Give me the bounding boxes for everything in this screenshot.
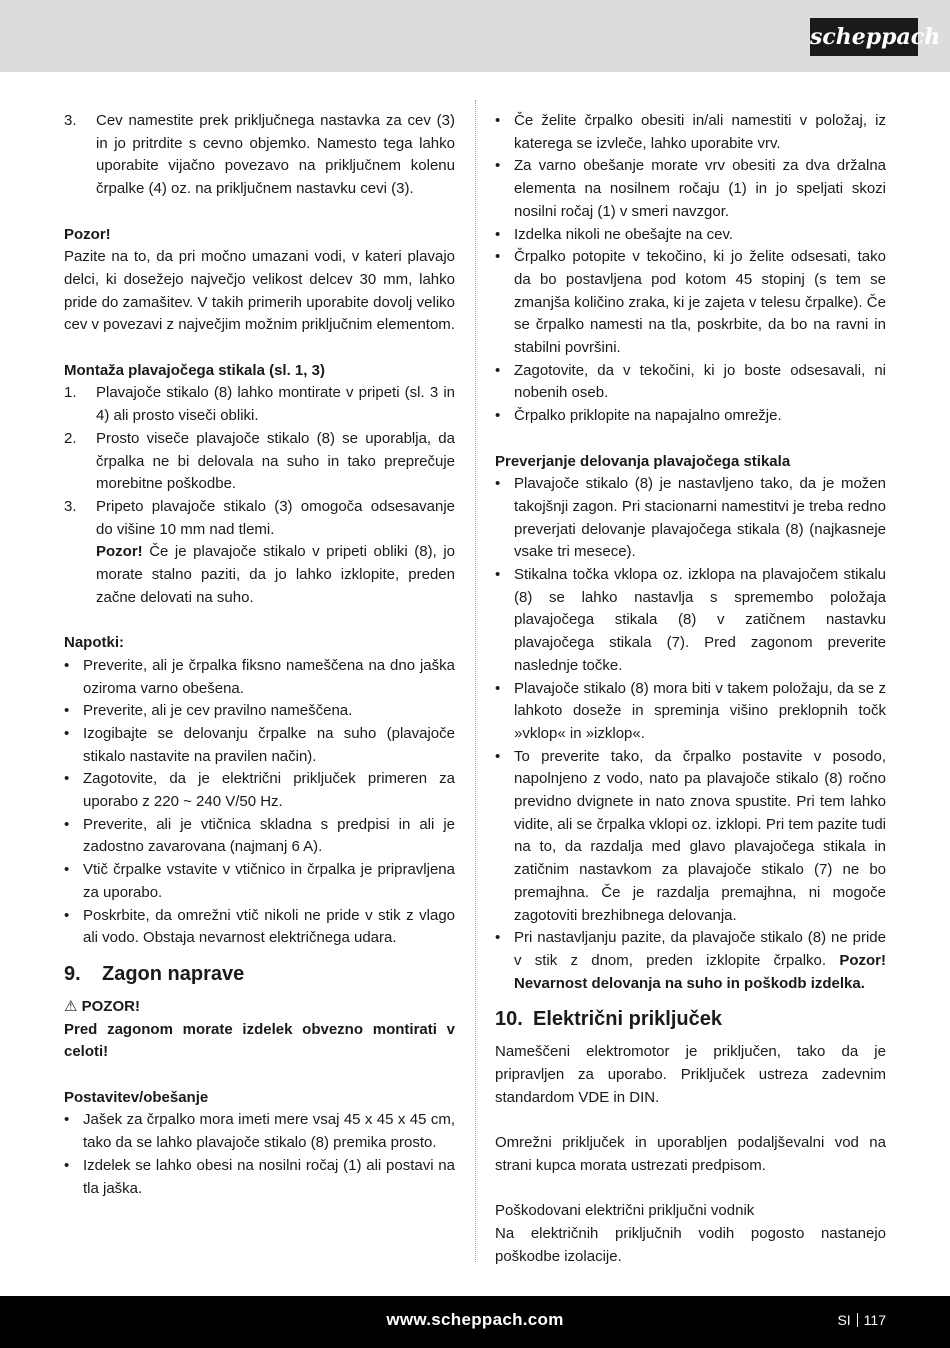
item-text: Pripeto plavajoče stikalo (3) omogoča odsesavanje do višine 10 mm nad tlemi. (96, 497, 455, 538)
list-item: • Črpalko priklopite na napajalno omrežje. (495, 405, 886, 428)
item-text: Izdelka nikoli ne obešajte na cev. (514, 225, 734, 243)
item-text: Jašek za črpalko mora imeti mere vsaj 45 x 45 x 45 cm, tako da se lahko plavajoče stikalo (8) premika prosto. (83, 1111, 455, 1152)
item-text: Če želite črpalko obesiti in/ali namestiti v položaj, iz katerega se izvleče, lahko uporabite vrv. (514, 112, 886, 152)
list-item: • Zagotovite, da v tekočini, ki jo boste odsesavali, ni nobenih oseb. (495, 360, 886, 405)
list-item: • Če želite črpalko obesiti in/ali namestiti v položaj, iz katerega se izvleče, lahko uporabite vrv. (495, 110, 886, 155)
list-item (64, 428, 455, 496)
item-warning (96, 541, 455, 609)
pozor-text: Pazite na to, da pri močno umazani vodi, v kateri plavajo delci, ki dosežejo največjo velikost delcev 30 mm, lahko pride do zamašitev. V takih primerih uporabite dovolj veliko cev v povezavi z največjim možnim priključnim elementom. (64, 248, 455, 334)
list-item: • Poskrbite, da omrežni vtič nikoli ne pride v stik z vlago ali vodo. Obstaja nevarnost električnega udara. (64, 905, 455, 950)
list-item: • Plavajoče stikalo (8) mora biti v takem položaju, da se z lahkoto doseže in spreminja višino preklopnih točk »vklop« in »izklop«. (495, 678, 886, 746)
list-item: • Preverite, ali je cev pravilno nameščena. (64, 700, 455, 723)
list-item (64, 496, 455, 610)
section-9-heading: 9. Zagon naprave (64, 962, 245, 985)
item-number: 1. (64, 384, 77, 402)
item-text: Črpalko potopite v tekočino, ki jo želite odsesati, tako da bo postavljena pod kotom 45 stopinj (s tem se zmanjša količino zraka, ki je zajeta v telesu črpalke). Če se črpalko namesti na tla, poskrbite, da bo na ravni in stabilni površini. (514, 248, 886, 357)
paragraph: Omrežni priključek in uporabljen podaljševalni vod na strani kupca morata ustrezati predpisom. (495, 1134, 886, 1174)
item-number: 3. (64, 112, 77, 129)
page-number: SI 117 (837, 1312, 886, 1328)
item-text: Izdelek se lahko obesi na nosilni ročaj (1) ali postavi na tla jaška. (83, 1156, 455, 1197)
list-item: • Za varno obešanje morate vrv obesiti za dva držalna elementa na nosilnem ročaju (1) in jo speljati skozi nosilni ročaj (1) v smeri navzgor. (495, 155, 886, 223)
pozor-label: Pozor! (64, 225, 111, 243)
item-text: Prosto viseče plavajoče stikalo (8) se uporablja, da črpalka ne bi delovala na suho in tako preprečuje morebitne poškodbe. (96, 429, 455, 493)
item-text: Zagotovite, da je električni priključek primeren za uporabo z 220 ~ 240 V/50 Hz. (83, 770, 455, 811)
item-number: 2. (64, 429, 77, 447)
list-item (64, 110, 455, 201)
item-text: Za varno obešanje morate vrv obesiti za dva držalna elementa na nosilnem ročaju (1) in jo speljati skozi nosilni ročaj (1) v smeri navzgor. (514, 157, 886, 220)
list-item: • Preverite, ali je črpalka fiksno nameščena na dno jaška oziroma varno obešena. (64, 655, 455, 700)
list-item: • Preverite, ali je vtičnica skladna s predpisi in ali je zadostno zavarovana (najmanj 6 A). (64, 814, 455, 859)
paragraph-title: Poškodovani električni priključni vodnik (495, 1202, 755, 1220)
item-text: Pri nastavljanju pazite, da plavajoče stikalo (8) ne pride v stik z dnom, preden izklopite črpalko. Pozor! Nevarnost delovanja na suho in poškodb izdelka. (514, 929, 886, 992)
item-text: Vtič črpalke vstavite v vtičnico in črpalka je pripravljena za uporabo. (83, 861, 455, 901)
warning-heading: ⚠ POZOR! (64, 997, 140, 1015)
footer-bar (0, 1296, 950, 1348)
item-text: Plavajoče stikalo (8) je nastavljeno tako, da je možen takojšnji zagon. Pri stacionarni namestitvi je treba redno preverjati delovanje plavajočega stikala (8) (najkasneje vsake tri mesece). (514, 475, 886, 561)
list-item: • Črpalko potopite v tekočino, ki jo želite odsesati, tako da bo postavljena pod kotom 45 stopinj (s tem se zmanjša količino zraka, ki je zajeta v telesu črpalke). Če se črpalko namesti na tla, poskrbite, da bo na ravni in stabilni površini. (495, 246, 886, 360)
item-text: To preverite tako, da črpalko postavite v posodo, napolnjeno z vodo, nato pa plavajoče stikalo (8) ročno previdno dvignete in nato znova spustite. Pri tem lahko vidite, ali se črpalka vklopi oz. izklopi. Pri tem pazite tudi na to, da razdalja med glavo plavajočega stikala in zatičnim nastavkom za plavajoče stikalo (7) ne bo premajhna. Če je razdalja premajhna, ni mogoče zagotoviti brezhibnega delovanja. (514, 747, 886, 924)
item-text: Stikalna točka vklopa oz. izklopa na plavajočem stikalu (8) se lahko nastavlja s spremembo položaja plavajočega stikala (8) v zatičnem nastavku plavajočega stikala (7). Pred zagonom preverite naslednje točke. (514, 566, 886, 674)
montaza-heading: Montaža plavajočega stikala (sl. 1, 3) (64, 361, 325, 379)
scheppach-logo: scheppach (810, 18, 918, 56)
list-item: • Plavajoče stikalo (8) je nastavljeno tako, da je možen takojšnji zagon. Pri stacionarni namestitvi je treba redno preverjati delovanje plavajočega stikala (8) (najkasneje vsake tri mesece). (495, 473, 886, 564)
list-item: • Jašek za črpalko mora imeti mere vsaj 45 x 45 x 45 cm, tako da se lahko plavajoče stikalo (8) premika prosto. (64, 1109, 455, 1154)
pozor-text: Če je plavajoče stikalo v pripeti obliki (8), jo morate stalno paziti, da jo lahko izklopite, preden začne delovati na suho. (96, 543, 455, 606)
left-column (64, 110, 455, 1200)
item-number: 3. (64, 497, 77, 515)
right-column (495, 110, 886, 1268)
item-text: Preverite, ali je črpalka fiksno nameščena na dno jaška oziroma varno obešena. (83, 656, 455, 697)
warning-text: Pred zagonom morate izdelek obvezno montirati v celoti! (64, 1020, 455, 1061)
item-text: Izogibajte se delovanju črpalke na suho (plavajoče stikalo nastavite na pravilen način). (83, 724, 455, 765)
preverjanje-heading: Preverjanje delovanja plavajočega stikala (495, 452, 791, 470)
column-divider (475, 100, 476, 1262)
list-item: • To preverite tako, da črpalko postavite v posodo, napolnjeno z vodo, nato pa plavajoče stikalo (8) ročno previdno dvignete in nato znova spustite. Pri tem lahko vidite, ali se črpalka vklopi oz. izklopi. Pri tem pazite tudi na to, da razdalja med glavo plavajočega stikala in zatičnim nastavkom za plavajoče stikalo (7) ne bo premajhna. Če je razdalja premajhna, ni mogoče zagotoviti brezhibnega delovanja. (495, 746, 886, 928)
list-item: • Izogibajte se delovanju črpalke na suho (plavajoče stikalo nastavite na pravilen način). (64, 723, 455, 768)
website-link[interactable]: www.scheppach.com (386, 1310, 564, 1329)
list-item (64, 382, 455, 427)
item-text: Preverite, ali je cev pravilno nameščena. (83, 702, 353, 720)
list-item: • Zagotovite, da je električni priključek primeren za uporabo z 220 ~ 240 V/50 Hz. (64, 768, 455, 813)
item-text: Preverite, ali je vtičnica skladna s predpisi in ali je zadostno zavarovana (najmanj 6 A). (83, 815, 455, 856)
list-item: • Stikalna točka vklopa oz. izklopa na plavajočem stikalu (8) se lahko nastavlja s spremembo položaja plavajočega stikala (8) v zatičnem nastavku plavajočega stikala (7). Pred zagonom preverite naslednje točke. (495, 564, 886, 678)
item-text: Zagotovite, da v tekočini, ki jo boste odsesavali, ni nobenih oseb. (514, 361, 886, 402)
list-item: • Pri nastavljanju pazite, da plavajoče stikalo (8) ne pride v stik z dnom, preden izklopite črpalko. Pozor! Nevarnost delovanja na suho in poškodb izdelka. (495, 927, 886, 995)
list-item: • Vtič črpalke vstavite v vtičnico in črpalka je pripravljena za uporabo. (64, 859, 455, 904)
pozor-label: Pozor! (96, 543, 143, 561)
paragraph: Nameščeni elektromotor je priključen, tako da je pripravljen za uporabo. Priključek ustreza zadevnim standardom VDE in DIN. (495, 1043, 886, 1106)
header-bar (0, 0, 950, 72)
napotki-heading: Napotki: (64, 634, 124, 652)
warning-triangle-icon: ⚠ (64, 997, 78, 1015)
item-text: Črpalko priklopite na napajalno omrežje. (514, 407, 782, 425)
list-item: • Izdelek se lahko obesi na nosilni ročaj (1) ali postavi na tla jaška. (64, 1155, 455, 1200)
item-text: Cev namestite prek priključnega nastavka za cev (3) in jo pritrdite s cevno objemko. Namesto tega lahko uporabite vijačno povezavo na priključnem kolenu črpalke (4) oz. na priključnem nastavku cevi (3). (96, 112, 455, 198)
item-text: Poskrbite, da omrežni vtič nikoli ne pride v stik z vlago ali vodo. Obstaja nevarnost električnega udara. (83, 906, 455, 947)
item-text: Plavajoče stikalo (8) mora biti v takem položaju, da se z lahkoto doseže in spreminja višino preklopnih točk »vklop« in »izklop«. (514, 679, 886, 742)
list-item: • Izdelka nikoli ne obešajte na cev. (495, 224, 886, 247)
section-10-heading: 10. Električni priključek (495, 1008, 722, 1031)
item-text: Plavajoče stikalo (8) lahko montirate v pripeti (sl. 3 in 4) ali prosto viseči obliki. (96, 384, 455, 425)
postavitev-heading: Postavitev/obešanje (64, 1088, 209, 1106)
paragraph: Na električnih priključnih vodih pogosto nastanejo poškodbe izolacije. (495, 1225, 886, 1265)
